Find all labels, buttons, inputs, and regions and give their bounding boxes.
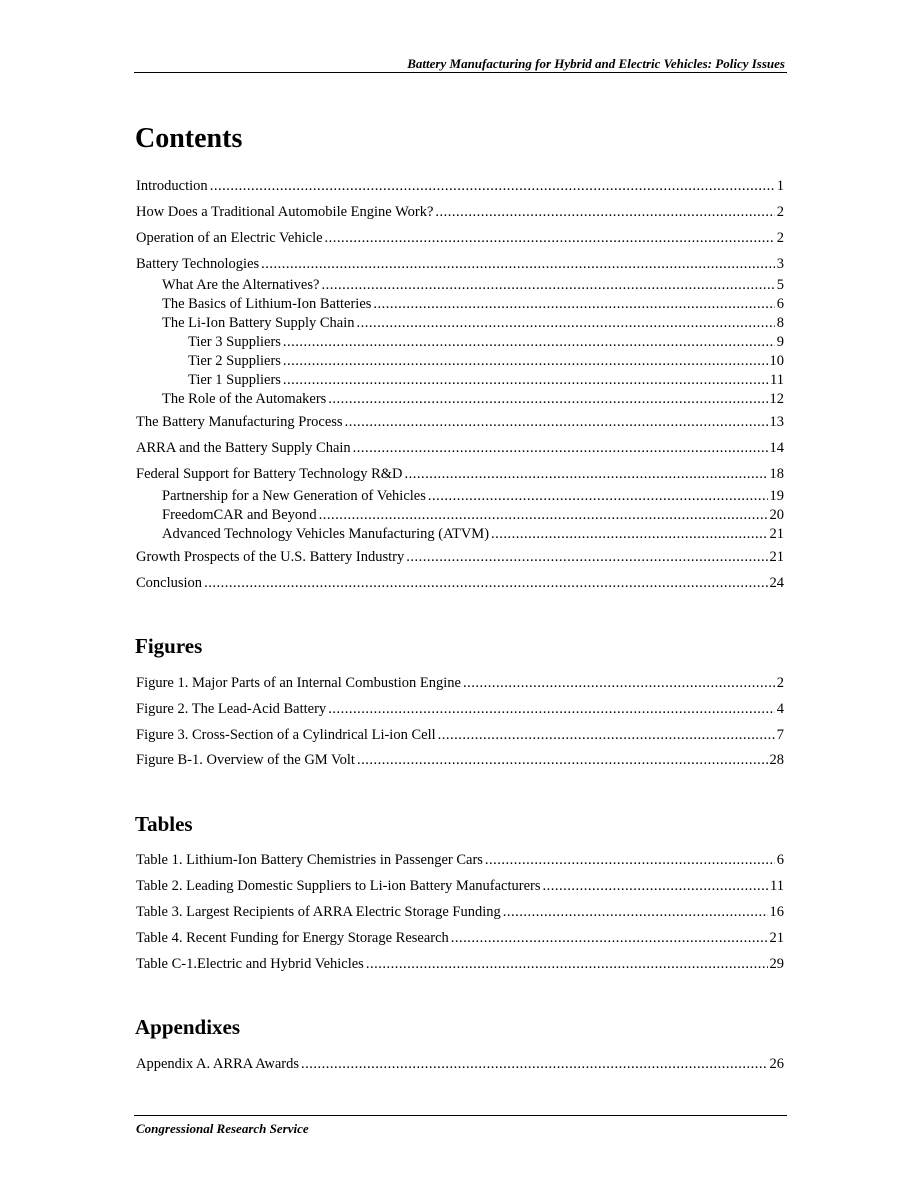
dot-leader	[357, 314, 775, 332]
contents-entry[interactable]	[162, 390, 784, 408]
footer-rule	[134, 1115, 787, 1116]
dot-leader	[319, 506, 768, 524]
running-header-title: Battery Manufacturing for Hybrid and Electric Vehicles: Policy Issues	[407, 56, 785, 71]
contents-entry[interactable]	[162, 276, 784, 294]
entry-page-number: 4	[776, 701, 784, 717]
entry-label: Table 1. Lithium-Ion Battery Chemistries in Passenger Cars	[136, 852, 483, 868]
entry-label: Figure 1. Major Parts of an Internal Combustion Engine	[136, 675, 461, 691]
figures-heading: Figures	[135, 634, 203, 658]
entry-label: Growth Prospects of the U.S. Battery Industry	[136, 549, 405, 565]
entry-label: The Li-Ion Battery Supply Chain	[162, 315, 355, 331]
appendixes-heading: Appendixes	[135, 1015, 241, 1039]
contents-entry[interactable]	[188, 333, 784, 351]
contents-entry[interactable]	[136, 413, 784, 431]
entry-page-number: 10	[769, 353, 784, 369]
header-rule	[134, 72, 787, 73]
tables-entry[interactable]	[136, 955, 784, 973]
entry-label: Partnership for a New Generation of Vehicles	[162, 488, 426, 504]
tables-entry[interactable]	[136, 851, 784, 869]
entry-label: ARRA and the Battery Supply Chain	[136, 440, 351, 456]
entry-label: Introduction	[136, 178, 208, 194]
entry-page-number: 26	[769, 1056, 784, 1072]
entry-label: FreedomCAR and Beyond	[162, 507, 317, 523]
tables-heading: Tables	[135, 812, 193, 836]
entry-page-number: 11	[770, 372, 784, 388]
contents-entry[interactable]	[136, 229, 784, 247]
dot-leader	[283, 371, 768, 389]
entry-page-number: 2	[776, 230, 784, 246]
dot-leader	[210, 177, 775, 195]
contents-entry[interactable]	[136, 439, 784, 457]
dot-leader	[491, 525, 767, 543]
entry-label: Figure 2. The Lead-Acid Battery	[136, 701, 327, 717]
entry-page-number: 16	[769, 904, 784, 920]
entry-page-number: 9	[776, 334, 784, 350]
dot-leader	[357, 751, 768, 769]
entry-page-number: 28	[769, 752, 784, 768]
entry-page-number: 21	[769, 549, 784, 565]
entry-label: The Battery Manufacturing Process	[136, 414, 343, 430]
entry-label: Conclusion	[136, 575, 203, 591]
entry-page-number: 14	[769, 440, 784, 456]
dot-leader	[345, 413, 768, 431]
figures-entry[interactable]	[136, 751, 784, 769]
appendixes-entry[interactable]	[136, 1055, 784, 1073]
entry-page-number: 8	[776, 315, 784, 331]
dot-leader	[321, 276, 774, 294]
dot-leader	[353, 439, 768, 457]
entry-page-number: 5	[776, 277, 784, 293]
figures-entry[interactable]	[136, 700, 784, 718]
dot-leader	[373, 295, 774, 313]
contents-entry[interactable]	[136, 465, 784, 483]
tables-entry[interactable]	[136, 929, 784, 947]
dot-leader	[328, 390, 767, 408]
entry-label: Battery Technologies	[136, 256, 260, 272]
dot-leader	[301, 1055, 767, 1073]
entry-label: What Are the Alternatives?	[162, 277, 320, 293]
dot-leader	[283, 333, 775, 351]
contents-entry[interactable]	[162, 314, 784, 332]
entry-page-number: 18	[769, 466, 784, 482]
entry-label: How Does a Traditional Automobile Engine Work?	[136, 204, 434, 220]
dot-leader	[463, 674, 775, 692]
dot-leader	[204, 574, 767, 592]
dot-leader	[283, 352, 768, 370]
dot-leader	[503, 903, 768, 921]
figures-entry[interactable]	[136, 726, 784, 744]
entry-label: Table 4. Recent Funding for Energy Storage Research	[136, 930, 449, 946]
contents-entry[interactable]	[162, 525, 784, 543]
dot-leader	[451, 929, 768, 947]
entry-page-number: 7	[776, 727, 784, 743]
contents-heading: Contents	[135, 123, 243, 154]
contents-entry[interactable]	[188, 352, 784, 370]
dot-leader	[325, 229, 775, 247]
figures-entry[interactable]	[136, 674, 784, 692]
contents-entry[interactable]	[162, 295, 784, 313]
dot-leader	[435, 203, 774, 221]
entry-label: Figure 3. Cross-Section of a Cylindrical Li-ion Cell	[136, 727, 436, 743]
contents-entry[interactable]	[162, 487, 784, 505]
entry-label: Appendix A. ARRA Awards	[136, 1056, 300, 1072]
entry-page-number: 24	[769, 575, 784, 591]
entry-label: Table 3. Largest Recipients of ARRA Electric Storage Funding	[136, 904, 501, 920]
footer-title: Congressional Research Service	[136, 1121, 309, 1136]
dot-leader	[438, 726, 775, 744]
entry-label: Figure B-1. Overview of the GM Volt	[136, 752, 355, 768]
entry-page-number: 20	[769, 507, 784, 523]
contents-entry[interactable]	[162, 506, 784, 524]
dot-leader	[366, 955, 768, 973]
entry-page-number: 6	[776, 296, 784, 312]
entry-page-number: 12	[769, 391, 784, 407]
entry-label: Advanced Technology Vehicles Manufacturing (ATVM)	[162, 526, 490, 542]
dot-leader	[542, 877, 768, 895]
entry-page-number: 21	[769, 930, 784, 946]
entry-label: The Basics of Lithium-Ion Batteries	[162, 296, 372, 312]
tables-entry[interactable]	[136, 877, 784, 895]
entry-label: Table 2. Leading Domestic Suppliers to Li-ion Battery Manufacturers	[136, 878, 541, 894]
entry-label: Tier 1 Suppliers	[188, 372, 281, 388]
entry-page-number: 21	[769, 526, 784, 542]
entry-page-number: 19	[769, 488, 784, 504]
dot-leader	[328, 700, 775, 718]
dot-leader	[261, 255, 775, 273]
entry-label: Tier 3 Suppliers	[188, 334, 281, 350]
dot-leader	[406, 548, 767, 566]
entry-page-number: 11	[770, 878, 784, 894]
entry-label: Operation of an Electric Vehicle	[136, 230, 323, 246]
dot-leader	[405, 465, 768, 483]
entry-label: The Role of the Automakers	[162, 391, 327, 407]
tables-entry[interactable]	[136, 903, 784, 921]
entry-page-number: 29	[769, 956, 784, 972]
entry-label: Table C-1.Electric and Hybrid Vehicles	[136, 956, 364, 972]
entry-label: Tier 2 Suppliers	[188, 353, 281, 369]
entry-page-number: 3	[776, 256, 784, 272]
contents-entry[interactable]	[188, 371, 784, 389]
dot-leader	[485, 851, 775, 869]
contents-entry[interactable]	[136, 177, 784, 195]
contents-entry[interactable]	[136, 574, 784, 592]
entry-page-number: 6	[776, 852, 784, 868]
contents-entry[interactable]	[136, 255, 784, 273]
contents-entry[interactable]	[136, 203, 784, 221]
entry-label: Federal Support for Battery Technology R&D	[136, 466, 403, 482]
entry-page-number: 13	[769, 414, 784, 430]
contents-entry[interactable]	[136, 548, 784, 566]
dot-leader	[428, 487, 768, 505]
entry-page-number: 2	[776, 204, 784, 220]
entry-page-number: 1	[776, 178, 784, 194]
entry-page-number: 2	[776, 675, 784, 691]
